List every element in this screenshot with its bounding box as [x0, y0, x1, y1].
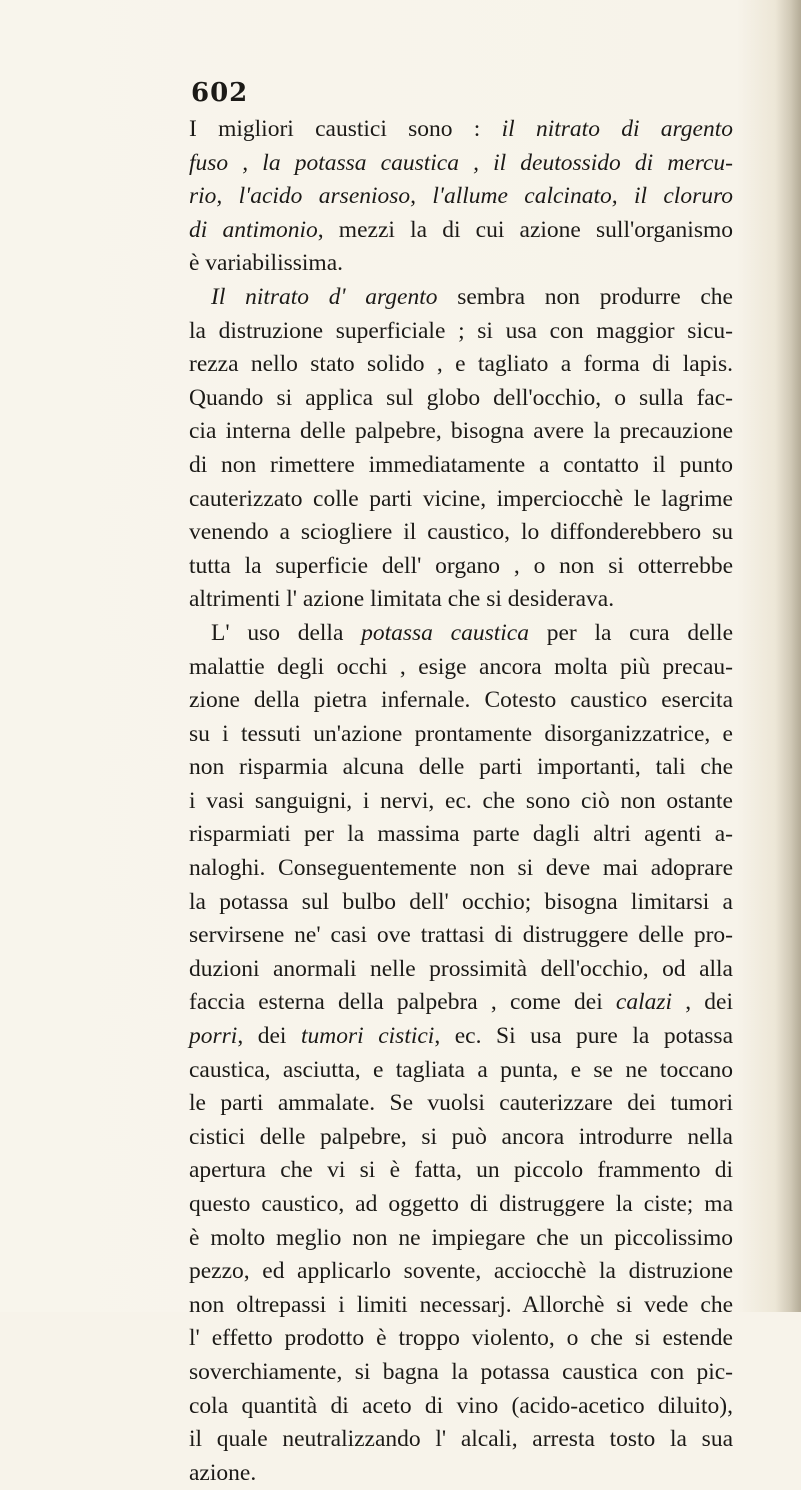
text-line — [189, 1457, 733, 1490]
text-run: le parti ammalate. Se vuolsi cauterizzare dei tumori — [189, 1090, 733, 1117]
text-line — [189, 718, 733, 752]
text-line — [189, 281, 733, 315]
text-run: venendo a sciogliere il caustico, lo diffonderebbero su — [189, 519, 733, 546]
text-run: risparmiati per la massima parte dagli altri agenti a- — [189, 821, 733, 848]
text-run: naloghi. Conseguentemente non si deve mai adoprare — [189, 855, 733, 882]
italic-run: fuso , la potassa caustica , il deutossido di mercu- — [189, 149, 733, 176]
italic-run: rio, l'acido arsenioso, l'allume calcinato, il cloruro — [189, 183, 733, 210]
text-run: L' uso della — [211, 619, 362, 646]
text-line — [189, 348, 733, 382]
text-run: non risparmia alcuna delle parti importanti, tali che — [189, 754, 733, 781]
text-line — [189, 1356, 733, 1390]
text-run: , mezzi la di cui azione sull'organismo — [317, 216, 733, 243]
text-run: , dei — [237, 1023, 301, 1050]
paragraph — [189, 617, 733, 1490]
text-line — [189, 1087, 733, 1121]
italic-run: Il nitrato d' argento — [211, 283, 438, 310]
text-run: i vasi sanguigni, i nervi, ec. che sono ciò non ostante — [189, 787, 733, 814]
body-text — [189, 113, 733, 1490]
text-run: tutta la superficie dell' organo , o non si otterrebbe — [189, 552, 733, 579]
text-run: cauterizzato colle parti vicine, imperciocchè le lagrime — [189, 485, 733, 512]
text-run: , dei — [672, 989, 733, 1016]
italic-run: il nitrato di argento — [501, 116, 733, 142]
text-run: di non rimettere immediatamente a contatto il punto — [189, 451, 733, 478]
text-run: pezzo, ed applicarlo sovente, acciocchè la distruzione — [189, 1258, 733, 1285]
text-run: cistici delle palpebre, si può ancora introdurre nella — [189, 1123, 733, 1150]
text-run: , ec. Si usa pure la potassa — [434, 1023, 734, 1050]
text-run: faccia esterna della palpebra , come dei — [189, 989, 616, 1016]
text-line — [189, 1423, 733, 1457]
text-run: cia interna delle palpebre, bisogna avere la precauzione — [189, 418, 733, 445]
text-line — [189, 1222, 733, 1256]
text-line — [189, 382, 733, 416]
page-edge-shadow — [775, 0, 801, 1312]
text-run: la distruzione superficiale ; si usa con maggior sicu- — [189, 317, 733, 344]
text-line — [189, 1121, 733, 1155]
italic-run: tumori cistici — [301, 1023, 435, 1050]
text-run: sembra non produrre che — [437, 283, 733, 310]
text-line — [189, 315, 733, 349]
text-line — [189, 516, 733, 550]
text-line — [189, 1154, 733, 1188]
text-line — [189, 483, 733, 517]
italic-run: porri — [189, 1023, 238, 1050]
text-run: duzioni anormali nelle prossimità dell'occhio, od alla — [189, 955, 733, 982]
italic-run: di antimonio — [189, 216, 318, 243]
text-run: I migliori caustici sono : — [189, 116, 502, 142]
text-run: zione della pietra infernale. Cotesto caustico esercita — [189, 687, 733, 714]
text-line — [189, 818, 733, 852]
text-line — [189, 886, 733, 920]
text-line — [189, 415, 733, 449]
text-run: l' effetto prodotto è troppo violento, o che si estende — [189, 1325, 733, 1352]
text-run: malattie degli occhi , esige ancora molta più precau- — [189, 653, 733, 680]
text-line — [189, 1188, 733, 1222]
text-line — [189, 1322, 733, 1356]
text-line — [189, 1255, 733, 1289]
text-line — [189, 751, 733, 785]
text-line — [189, 651, 733, 685]
text-run: caustica, asciutta, e tagliata a punta, e se ne toccano — [189, 1056, 733, 1083]
text-line — [189, 919, 733, 953]
text-line — [189, 180, 733, 214]
text-run: è variabilissima. — [189, 250, 344, 277]
text-run: la potassa sul bulbo dell' occhio; bisogna limitarsi a — [189, 888, 733, 915]
text-run: questo caustico, ad oggetto di distruggere la ciste; ma — [189, 1191, 733, 1217]
text-line — [189, 1020, 733, 1054]
text-run: servirsene ne' casi ove trattasi di distruggere delle pro- — [189, 922, 733, 949]
paragraph — [189, 281, 733, 617]
text-line — [189, 449, 733, 483]
text-run: apertura che vi si è fatta, un piccolo frammento di — [189, 1157, 733, 1184]
text-run: non oltrepassi i limiti necessarj. Allorchè si vede che — [189, 1291, 733, 1318]
text-line — [189, 247, 733, 281]
text-line — [189, 617, 733, 651]
text-line — [189, 1390, 733, 1424]
paragraph — [189, 113, 733, 281]
text-line — [189, 1054, 733, 1088]
text-line — [189, 113, 733, 147]
text-run: Quando si applica sul globo dell'occhio, o sulla fac- — [189, 384, 733, 411]
text-line — [189, 147, 733, 181]
text-run: altrimenti l' azione limitata che si desiderava. — [189, 586, 615, 613]
text-run: cola quantità di aceto di vino (acido-acetico diluito), — [189, 1392, 733, 1419]
text-line — [189, 684, 733, 718]
page-number: 602 — [191, 78, 249, 108]
text-run: il quale neutralizzando l' alcali, arresta tosto la sua — [189, 1426, 733, 1453]
text-line — [189, 785, 733, 819]
text-line — [189, 583, 733, 617]
text-line — [189, 852, 733, 886]
text-run: rezza nello stato solido , e tagliato a forma di lapis. — [189, 351, 733, 378]
text-run: è molto meglio non ne impiegare che un piccolissimo — [189, 1224, 733, 1251]
text-run: soverchiamente, si bagna la potassa caustica con pic- — [189, 1358, 733, 1385]
text-run: su i tessuti un'azione prontamente disorganizzatrice, e — [189, 720, 733, 747]
text-line — [189, 1289, 733, 1323]
italic-run: calazi — [615, 989, 673, 1016]
text-line — [189, 986, 733, 1020]
text-line — [189, 953, 733, 987]
text-run: azione. — [189, 1459, 257, 1486]
text-line — [189, 550, 733, 584]
text-run: per la cura delle — [528, 619, 733, 646]
text-line — [189, 214, 733, 248]
italic-run: potassa caustica — [361, 619, 529, 646]
